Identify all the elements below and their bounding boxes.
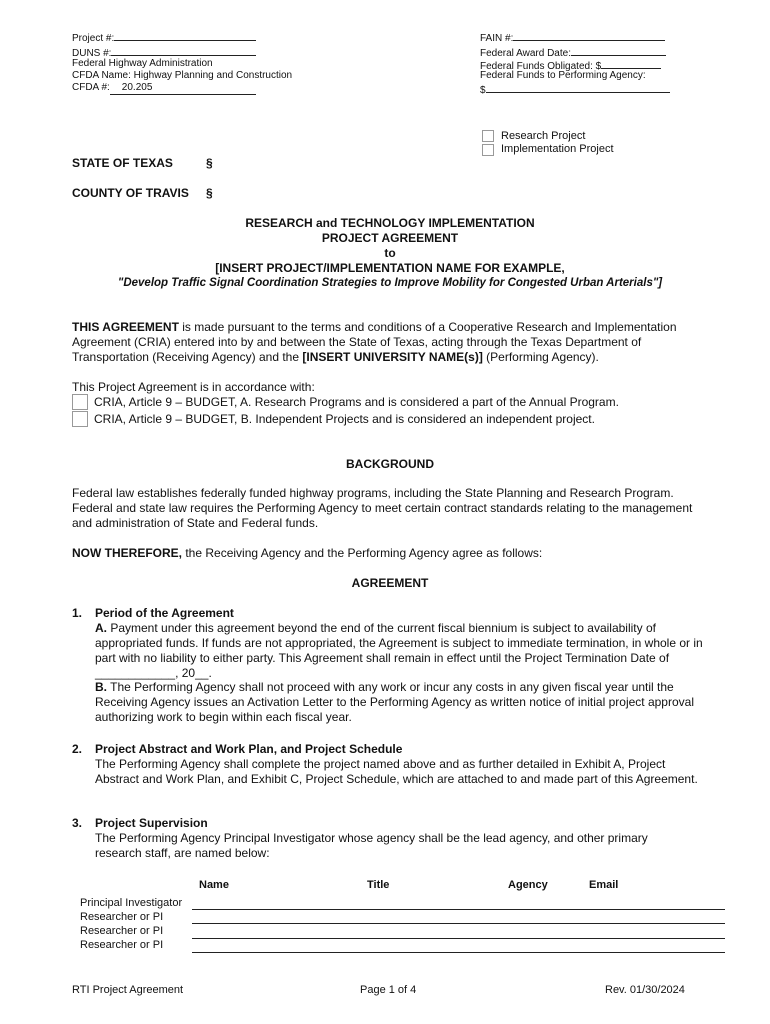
column-email: Email: [589, 879, 619, 891]
column-agency: Agency: [508, 879, 548, 891]
state-section-symbol: §: [206, 156, 213, 170]
intro-lead: THIS AGREEMENT: [72, 320, 179, 334]
fain-label: FAIN #:: [480, 33, 514, 44]
title-line-4: [INSERT PROJECT/IMPLEMENTATION NAME FOR EXAMPLE,: [215, 261, 565, 275]
funds-to-agency-line[interactable]: [486, 82, 670, 93]
column-name: Name: [199, 879, 229, 891]
column-title: Title: [367, 879, 390, 891]
cfda-number-label: CFDA #:: [72, 82, 110, 93]
title-line-1: RESEARCH and TECHNOLOGY IMPLEMENTATION: [245, 216, 535, 230]
project-number-field: [72, 30, 256, 45]
section-2-number: 2.: [72, 742, 83, 756]
section-3-text: The Performing Agency Principal Investigator whose agency shall be the lead agency, and other primary research staff, are named below:: [95, 831, 648, 860]
now-therefore-text: the Receiving Agency and the Performing Agency agree as follows:: [182, 546, 543, 560]
research-project-label: Research Project: [501, 130, 586, 142]
section-3-title: Project Supervision: [95, 816, 208, 830]
title-line-5: "Develop Traffic Signal Coordination Strategies to Improve Mobility for Congested Urban Arterials"]: [117, 277, 663, 289]
fain-field: [480, 30, 665, 45]
row-2-line[interactable]: [192, 922, 725, 924]
duns-line[interactable]: [111, 45, 256, 56]
row-researcher-1: Researcher or PI: [80, 911, 164, 923]
row-researcher-3: Researcher or PI: [80, 939, 164, 951]
dollar-sign: $: [480, 85, 486, 96]
background-heading: BACKGROUND: [346, 457, 434, 471]
federal-admin: Federal Highway Administration: [72, 58, 213, 69]
row-4-line[interactable]: [192, 951, 725, 953]
intro-text: is made pursuant to the terms and conditions of a Cooperative Research and Implementation Agreement (CRIA) entered into by and between the State of Texas, acting through the Texas Department of Transportation (Receiving Agency) and the: [72, 320, 677, 364]
section-1-title: Period of the Agreement: [95, 606, 234, 620]
title-line-3: to: [384, 246, 396, 260]
cfda-name: CFDA Name: Highway Planning and Construction: [72, 70, 293, 81]
option-a-label: CRIA, Article 9 – BUDGET, A. Research Programs and is considered a part of the Annual Program.: [94, 395, 619, 409]
section-3-number: 3.: [72, 816, 83, 830]
state-label: STATE OF TEXAS: [72, 156, 173, 170]
university-placeholder: [INSERT UNIVERSITY NAME(s)]: [302, 350, 483, 364]
implementation-project-label: Implementation Project: [501, 143, 614, 155]
funds-to-agency-label: Federal Funds to Performing Agency:: [480, 70, 646, 81]
section-1a-label: A.: [95, 621, 107, 635]
option-a-checkbox[interactable]: [72, 394, 88, 410]
footer-left: RTI Project Agreement: [72, 984, 184, 996]
intro-text-end: (Performing Agency).: [482, 350, 599, 364]
cfda-number-value[interactable]: 20.205: [110, 82, 256, 95]
row-principal-investigator: Principal Investigator: [80, 897, 183, 909]
project-number-label: Project #:: [72, 33, 115, 44]
section-1b-text: The Performing Agency shall not proceed with any work or incur any costs in any given fiscal year until the Receiving Agency issues an Activation Letter to the Performing Agency as written notice of initial project approval authorizing work to begin within each fiscal year.: [95, 680, 694, 724]
funds-obligated-label: Federal Funds Obligated: $: [480, 61, 602, 72]
section-1a-text: Payment under this agreement beyond the end of the current fiscal biennium is subject to availability of appropriated funds. If funds are not appropriated, the Agreement is subject to immediate termination, in whole or in part with no liability to either party. This Agreement shall remain in effect until the Project Termination Date of ____________, 20__.: [95, 621, 703, 680]
option-b-label: CRIA, Article 9 – BUDGET, B. Independent Projects and is considered an independent project.: [94, 412, 595, 426]
row-researcher-2: Researcher or PI: [80, 925, 164, 937]
footer-page-number: Page 1 of 4: [360, 984, 417, 996]
agreement-heading: AGREEMENT: [351, 576, 429, 590]
section-2-text: The Performing Agency shall complete the project named above and as further detailed in Exhibit A, Project Abstract and Work Plan, and Exhibit C, Project Schedule, which are attached to and made part of this Agreement.: [95, 757, 698, 786]
funds-obligated-line[interactable]: [601, 58, 661, 69]
background-text: Federal law establishes federally funded highway programs, including the State Planning and Research Program. Federal and state law requires the Performing Agency to meet certain contract standards relating to the management and administration of State and Federal funds.: [72, 486, 693, 530]
research-project-checkbox[interactable]: [482, 130, 494, 142]
implementation-project-checkbox[interactable]: [482, 144, 494, 156]
fain-line[interactable]: [513, 30, 665, 41]
section-1a-paragraph: [95, 621, 713, 681]
award-date-line[interactable]: [571, 45, 666, 56]
now-therefore-paragraph: [72, 546, 712, 561]
cfda-number-field: [72, 82, 256, 95]
accordance-lead: This Project Agreement is in accordance with:: [72, 380, 315, 394]
title-line-2: PROJECT AGREEMENT: [321, 231, 459, 245]
county-label: COUNTY OF TRAVIS: [72, 186, 189, 200]
section-1-number: 1.: [72, 606, 83, 620]
section-2-title: Project Abstract and Work Plan, and Project Schedule: [95, 742, 403, 756]
funds-to-agency-field: [480, 82, 670, 97]
section-1b-label: B.: [95, 680, 107, 694]
project-number-line[interactable]: [114, 30, 256, 41]
footer-revision: Rev. 01/30/2024: [605, 984, 685, 996]
county-section-symbol: §: [206, 186, 213, 200]
row-1-line[interactable]: [192, 908, 725, 910]
section-1b-paragraph: [95, 680, 713, 725]
intro-paragraph: [72, 320, 712, 365]
option-b-checkbox[interactable]: [72, 411, 88, 427]
award-date-label: Federal Award Date:: [480, 48, 571, 59]
duns-label: DUNS #:: [72, 48, 112, 59]
row-3-line[interactable]: [192, 937, 725, 939]
now-therefore-lead: NOW THEREFORE,: [72, 546, 182, 560]
